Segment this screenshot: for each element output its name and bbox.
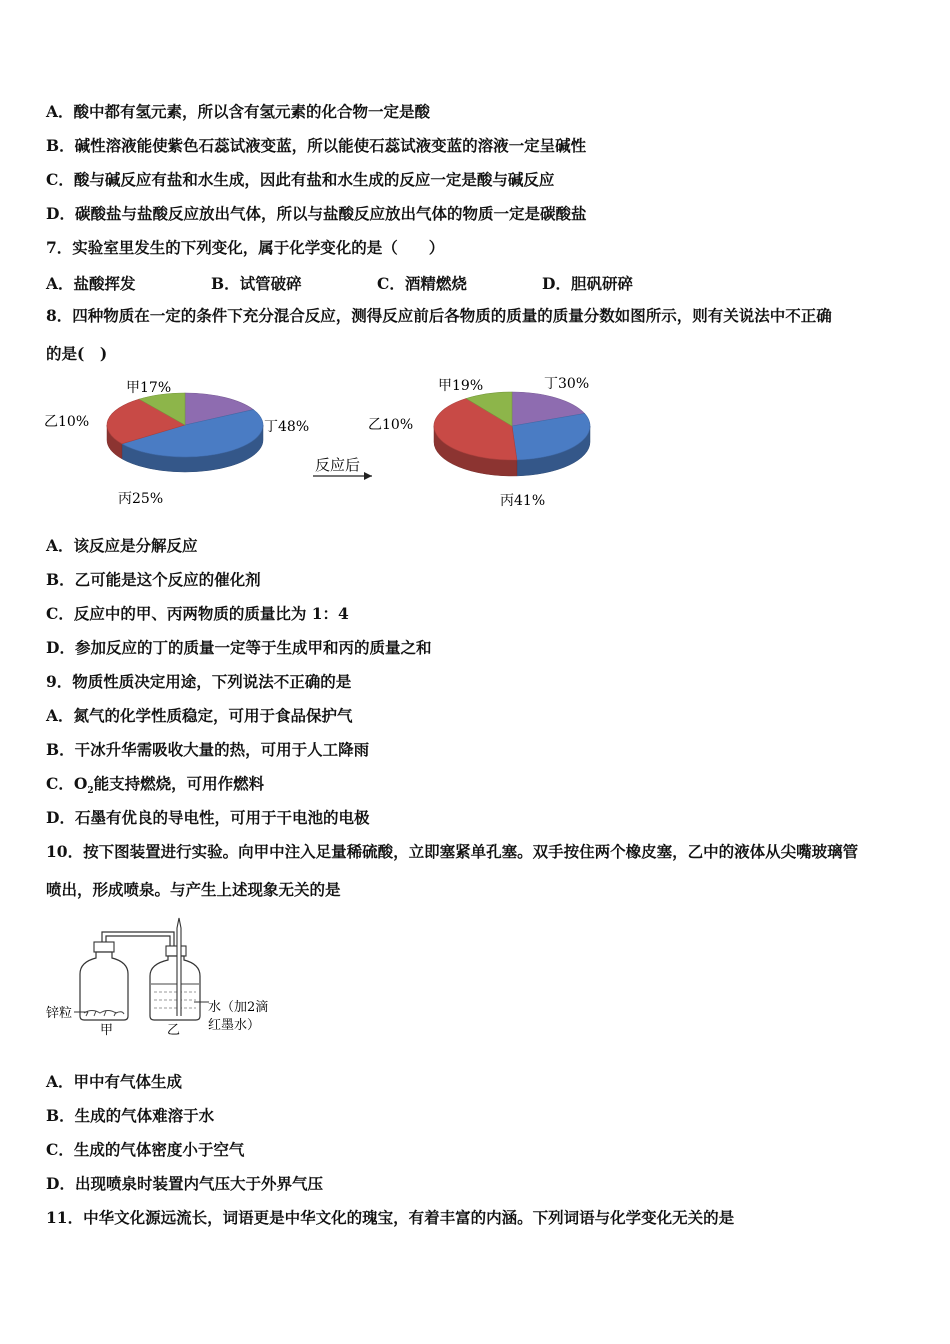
q11-stem: 11．中华文化源远流长，词语更是中华文化的瑰宝，有着丰富的内涵。下列词语与化学变化无关的是 <box>46 1208 735 1227</box>
pie2-label-ding: 丁30% <box>544 376 590 392</box>
q10-stem-line1: 10．按下图装置进行实验。向甲中注入足量稀硫酸，立即塞紧单孔塞。双手按住两个橡皮塞，乙中的液体从尖嘴玻璃管 <box>46 842 859 861</box>
q10-apparatus-figure <box>44 912 284 1042</box>
q8-option-d: D．参加反应的丁的质量一定等于生成甲和丙的质量之和 <box>46 638 432 657</box>
bottle-jia <box>80 942 128 1020</box>
q9-option-c-sub: 2 <box>87 786 94 797</box>
bottle-jia-body <box>80 952 128 1020</box>
jet-tube <box>177 918 181 1016</box>
pie2-label-jia: 甲19% <box>438 378 484 394</box>
pie1-label-jia: 甲17% <box>126 380 172 396</box>
q6-option-d: D．碳酸盐与盐酸反应放出气体，所以与盐酸反应放出气体的物质一定是碳酸盐 <box>46 204 587 223</box>
bottle-yi-stopper <box>166 946 186 956</box>
q8-option-b: B．乙可能是这个反应的催化剂 <box>46 570 261 589</box>
q10-option-c: C．生成的气体密度小于空气 <box>46 1140 245 1159</box>
q7-option-c: C．酒精燃烧 <box>377 274 467 293</box>
q8-stem-line1: 8．四种物质在一定的条件下充分混合反应，测得反应前后各物质的质量的质量分数如图所示，则有关说法中不正确 <box>46 306 832 325</box>
q7-option-d: D．胆矾研碎 <box>542 274 633 293</box>
pie-chart-after <box>434 392 590 476</box>
q9-option-a: A．氮气的化学性质稳定，可用于食品保护气 <box>46 706 353 725</box>
arrow-label: 反应后 <box>315 456 361 474</box>
bottle-jia-stopper <box>94 942 114 952</box>
q9-option-d: D．石墨有优良的导电性，可用于干电池的电极 <box>46 808 370 827</box>
pie-chart-before <box>107 393 263 472</box>
label-yi: 乙 <box>167 1023 181 1038</box>
bottle-yi <box>150 918 209 1020</box>
q9-stem: 9．物质性质决定用途，下列说法不正确的是 <box>46 672 352 691</box>
q10-option-d: D．出现喷泉时装置内气压大于外界气压 <box>46 1174 323 1193</box>
q7-stem: 7．实验室里发生的下列变化，属于化学变化的是（ ） <box>46 238 445 257</box>
q6-option-c: C．酸与碱反应有盐和水生成，因此有盐和水生成的反应一定是酸与碱反应 <box>46 170 555 189</box>
pie1-label-ding: 丁48% <box>264 419 310 435</box>
label-water-2: 红墨水） <box>208 1018 261 1033</box>
pie2-label-bing: 丙41% <box>500 493 546 509</box>
q7-options <box>46 272 906 294</box>
pie2-label-yi: 乙10% <box>368 417 414 433</box>
q7-option-a: A．盐酸挥发 <box>46 274 136 293</box>
pie1-label-yi: 乙10% <box>44 414 90 430</box>
q9-option-c-post: 能支持燃烧，可用作燃料 <box>93 774 265 793</box>
q8-pie-charts-figure <box>40 372 620 517</box>
q9-option-b: B．干冰升华需吸收大量的热，可用于人工降雨 <box>46 740 370 759</box>
label-zinc: 锌粒 <box>46 1006 73 1021</box>
q8-stem-line2: 的是( ) <box>46 344 108 363</box>
bottle-yi-body <box>150 956 200 1020</box>
q9-option-c <box>46 774 264 801</box>
label-water-1: 水（加2滴 <box>208 1000 269 1015</box>
pie1-label-bing: 丙25% <box>118 491 164 507</box>
q7-option-b: B．试管破碎 <box>211 274 302 293</box>
q6-option-b: B．碱性溶液能使紫色石蕊试液变蓝，所以能使石蕊试液变蓝的溶液一定呈碱性 <box>46 136 587 155</box>
q8-option-c: C．反应中的甲、丙两物质的质量比为 1：4 <box>46 604 349 623</box>
q6-option-a: A．酸中都有氢元素，所以含有氢元素的化合物一定是酸 <box>46 102 431 121</box>
q10-option-b: B．生成的气体难溶于水 <box>46 1106 215 1125</box>
q10-stem-line2: 喷出，形成喷泉。与产生上述现象无关的是 <box>46 880 341 899</box>
q10-option-a: A．甲中有气体生成 <box>46 1072 183 1091</box>
q8-option-a: A．该反应是分解反应 <box>46 536 198 555</box>
q9-option-c-pre: C．O <box>46 774 88 793</box>
reaction-arrow-head <box>364 472 372 480</box>
connecting-tube-inner <box>106 936 170 952</box>
label-jia: 甲 <box>100 1023 114 1038</box>
